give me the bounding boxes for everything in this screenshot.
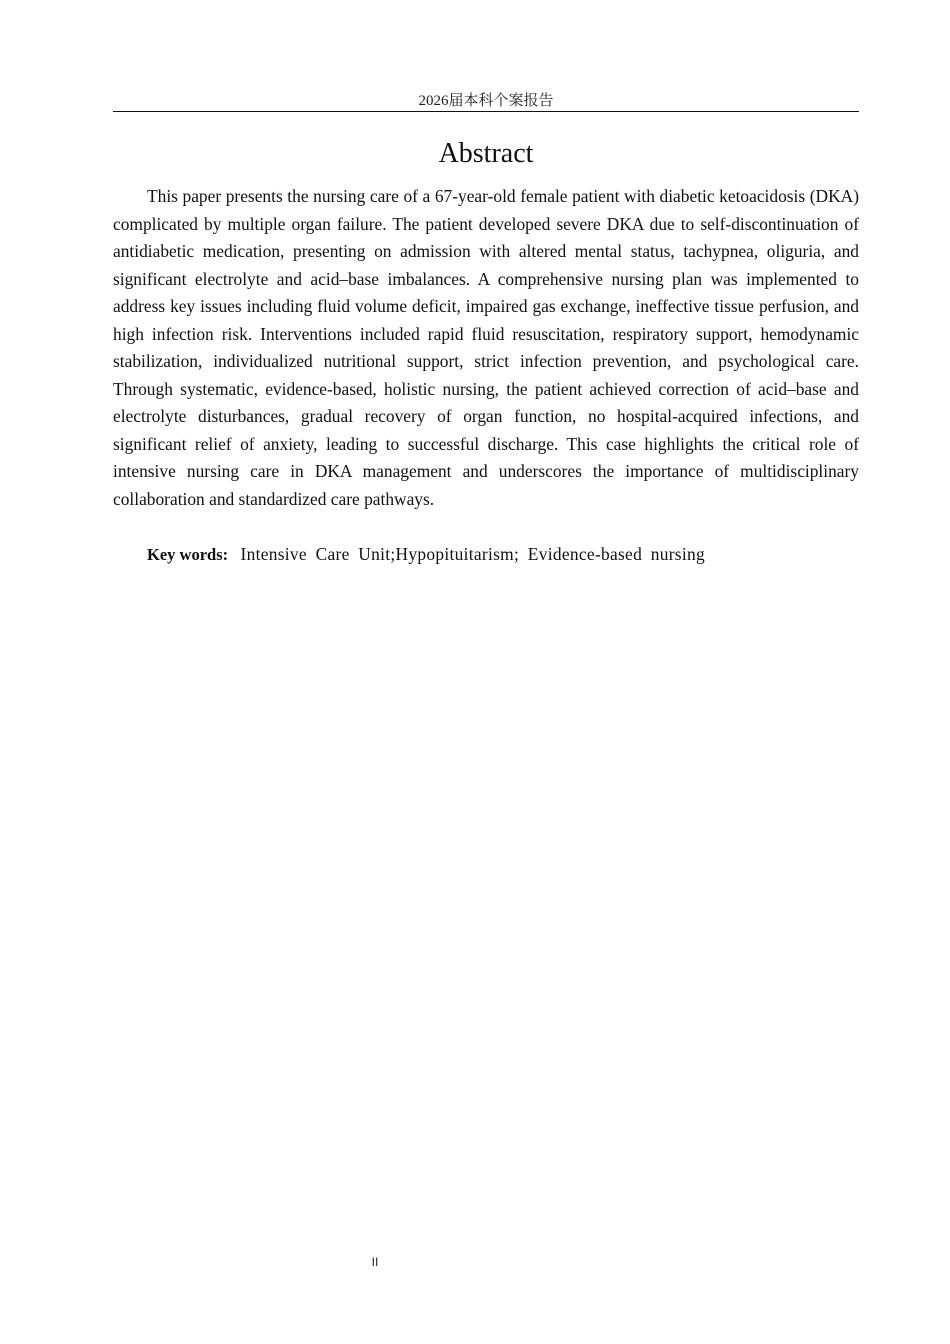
keywords-value: Intensive Care Unit;Hypopituitarism; Evidence-based nursing — [240, 544, 705, 564]
abstract-title: Abstract — [438, 138, 534, 169]
page-number: II — [371, 1255, 379, 1269]
abstract-body: This paper presents the nursing care of a 67-year-old female patient with diabetic ketoacidosis (DKA) complicated by multiple organ failure. The patient developed severe DKA due to self-discontinuation of antidiabetic medication, presenting on admission with altered mental status, tachypnea, oliguria, and significant electrolyte and acid–base imbalances. A comprehensive nursing plan was implemented to address key issues including fluid volume deficit, impaired gas exchange, ineffective tissue perfusion, and high infection risk. Interventions included rapid fluid resuscitation, respiratory support, hemodynamic stabilization, individualized nutritional support, strict infection prevention, and psychological care. Through systematic, evidence-based, holistic nursing, the patient achieved correction of acid–base and electrolyte disturbances, gradual recovery of organ function, no hospital-acquired infections, and significant relief of anxiety, leading to successful discharge. This case highlights the critical role of intensive nursing care in DKA management and underscores the importance of multidisciplinary collaboration and standardized care pathways. — [113, 186, 859, 509]
keywords-label: Key words: — [147, 545, 229, 564]
header-rule — [113, 111, 859, 112]
running-header: 2026届本科个案报告 — [418, 93, 554, 109]
keywords-line — [113, 541, 859, 569]
